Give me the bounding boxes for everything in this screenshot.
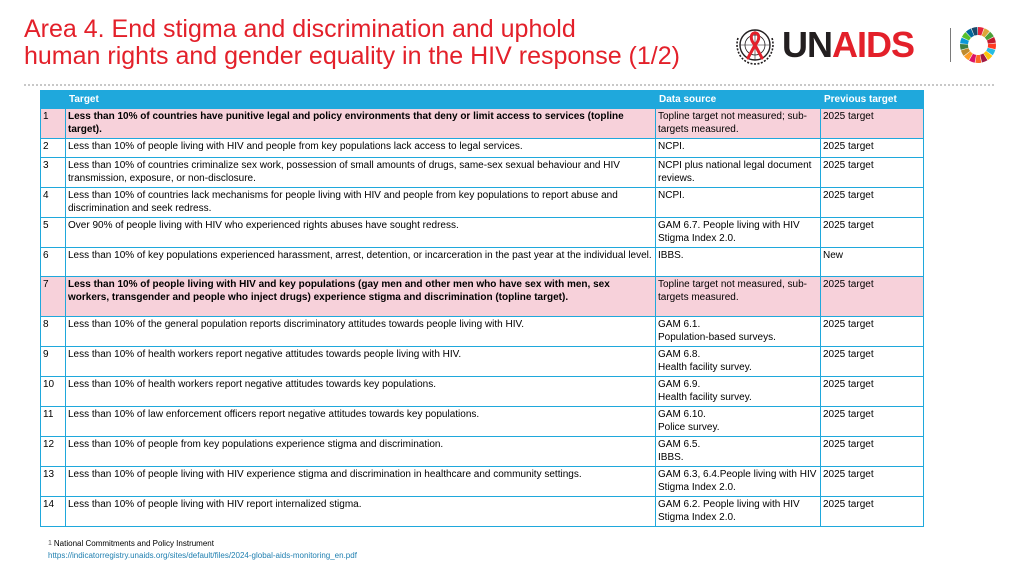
row-target-cell: Less than 10% of people living with HIV and people from key populations lack access to legal services. [66, 139, 656, 158]
col-header-data-source: Data source [656, 91, 821, 109]
un-emblem-icon [733, 24, 777, 68]
footnote-link[interactable]: https://indicatorregistry.unaids.org/sites/default/files/2024-global-aids-monitoring_en.pdf [48, 551, 357, 560]
row-previous-cell: 2025 target [821, 158, 924, 188]
row-target-cell: Less than 10% of people living with HIV and key populations (gay men and other men who have sex with men, sex workers, transgender and people who inject drugs) experience stigma and discrimination (topline target). [66, 277, 656, 317]
row-previous-cell: 2025 target [821, 377, 924, 407]
row-target-cell: Less than 10% of health workers report negative attitudes towards key populations. [66, 377, 656, 407]
row-previous-cell: 2025 target [821, 497, 924, 527]
sdg-wheel-segment [975, 55, 981, 63]
row-number-cell: 1 [41, 109, 66, 139]
sdg-wheel-icon [959, 26, 997, 64]
table-row [41, 437, 924, 467]
row-number-cell: 12 [41, 437, 66, 467]
table-header-row [41, 91, 924, 109]
title-line-1: Area 4. End stigma and discrimination and uphold [24, 15, 576, 43]
footnote [48, 538, 357, 562]
row-number-cell: 10 [41, 377, 66, 407]
page-title [24, 16, 724, 70]
row-number-cell: 9 [41, 347, 66, 377]
table-row [41, 377, 924, 407]
logo-divider [950, 28, 951, 62]
row-number-cell: 3 [41, 158, 66, 188]
table-row [41, 347, 924, 377]
row-target-cell: Less than 10% of law enforcement officers report negative attitudes towards key populations. [66, 407, 656, 437]
row-target-cell: Over 90% of people living with HIV who experienced rights abuses have sought redress. [66, 218, 656, 248]
row-source-cell: NCPI. [656, 139, 821, 158]
wordmark-un: UN [782, 24, 832, 65]
col-header-number [41, 91, 66, 109]
row-source-cell: Topline target not measured, sub-targets measured. [656, 277, 821, 317]
col-header-target: Target [66, 91, 656, 109]
footnote-text: National Commitments and Policy Instrument [53, 539, 214, 548]
table-row [41, 277, 924, 317]
row-target-cell: Less than 10% of the general population reports discriminatory attitudes towards people living with HIV. [66, 317, 656, 347]
unaids-wordmark [782, 23, 914, 67]
table-row [41, 188, 924, 218]
row-target-cell: Less than 10% of people living with HIV experience stigma and discrimination in healthcare and community settings. [66, 467, 656, 497]
row-number-cell: 7 [41, 277, 66, 317]
table-row [41, 218, 924, 248]
row-source-cell: GAM 6.7. People living with HIV Stigma Index 2.0. [656, 218, 821, 248]
row-number-cell: 13 [41, 467, 66, 497]
row-source-cell: GAM 6.1. Population-based surveys. [656, 317, 821, 347]
row-source-cell: GAM 6.10. Police survey. [656, 407, 821, 437]
header-divider [24, 84, 994, 86]
row-source-cell: GAM 6.8. Health facility survey. [656, 347, 821, 377]
table-row [41, 317, 924, 347]
row-previous-cell: 2025 target [821, 188, 924, 218]
row-number-cell: 14 [41, 497, 66, 527]
footnote-marker: 1 [48, 540, 52, 547]
row-source-cell: GAM 6.5. IBBS. [656, 437, 821, 467]
row-previous-cell: 2025 target [821, 437, 924, 467]
row-previous-cell: 2025 target [821, 317, 924, 347]
row-target-cell: Less than 10% of people living with HIV report internalized stigma. [66, 497, 656, 527]
targets-table [40, 90, 924, 527]
table-body [41, 109, 924, 527]
row-previous-cell: 2025 target [821, 407, 924, 437]
row-previous-cell: 2025 target [821, 347, 924, 377]
row-source-cell: GAM 6.2. People living with HIV Stigma Index 2.0. [656, 497, 821, 527]
table-row [41, 467, 924, 497]
table-row [41, 497, 924, 527]
row-number-cell: 11 [41, 407, 66, 437]
title-line-2: human rights and gender equality in the HIV response (1/2) [24, 42, 680, 70]
table-row [41, 109, 924, 139]
row-source-cell: GAM 6.9. Health facility survey. [656, 377, 821, 407]
row-previous-cell: 2025 target [821, 467, 924, 497]
row-source-cell: Topline target not measured; sub-targets measured. [656, 109, 821, 139]
row-source-cell: NCPI plus national legal document reviews. [656, 158, 821, 188]
table-row [41, 139, 924, 158]
row-previous-cell: 2025 target [821, 109, 924, 139]
table-row [41, 407, 924, 437]
row-target-cell: Less than 10% of countries criminalize sex work, possession of small amounts of drugs, same-sex sexual behaviour and HIV transmission, exposure, or non-disclosure. [66, 158, 656, 188]
row-previous-cell: New [821, 248, 924, 277]
row-previous-cell: 2025 target [821, 277, 924, 317]
row-target-cell: Less than 10% of health workers report negative attitudes towards people living with HIV. [66, 347, 656, 377]
row-source-cell: NCPI. [656, 188, 821, 218]
unaids-logo [733, 22, 1003, 68]
row-previous-cell: 2025 target [821, 139, 924, 158]
row-target-cell: Less than 10% of people from key populations experience stigma and discrimination. [66, 437, 656, 467]
col-header-previous-target: Previous target [821, 91, 924, 109]
row-source-cell: IBBS. [656, 248, 821, 277]
row-source-cell: GAM 6.3, 6.4.People living with HIV Stigma Index 2.0. [656, 467, 821, 497]
row-number-cell: 8 [41, 317, 66, 347]
row-target-cell: Less than 10% of countries lack mechanisms for people living with HIV and people from key populations to report abuse and discrimination and seek redress. [66, 188, 656, 218]
row-number-cell: 2 [41, 139, 66, 158]
row-target-cell: Less than 10% of countries have punitive legal and policy environments that deny or limit access to services (topline target). [66, 109, 656, 139]
row-target-cell: Less than 10% of key populations experienced harassment, arrest, detention, or incarceration in the past year at the individual level. [66, 248, 656, 277]
wordmark-aids: AIDS [832, 24, 915, 65]
table-row [41, 158, 924, 188]
row-number-cell: 6 [41, 248, 66, 277]
row-previous-cell: 2025 target [821, 218, 924, 248]
table-row [41, 248, 924, 277]
row-number-cell: 5 [41, 218, 66, 248]
row-number-cell: 4 [41, 188, 66, 218]
